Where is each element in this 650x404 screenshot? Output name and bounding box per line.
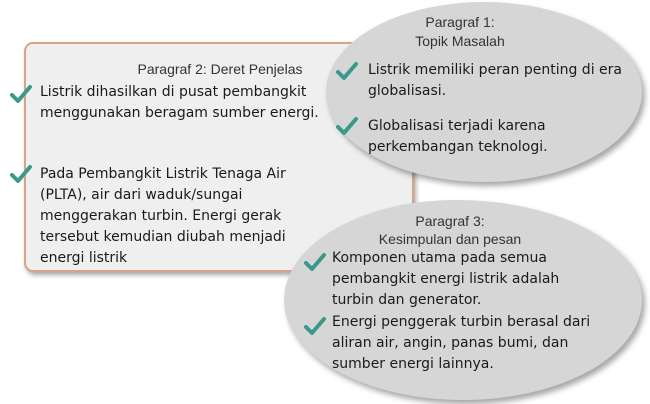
- paragraph-1-item: Globalisasi terjadi karena perkembangan teknologi.: [368, 118, 548, 155]
- checkmark-icon: [336, 61, 358, 81]
- checkmark-icon: [304, 316, 326, 336]
- paragraph-1-item: Listrik memiliki peran penting di era globalisasi.: [368, 62, 622, 99]
- paragraph-2-item: Listrik dihasilkan di pusat pembangkit menggunakan beragam sumber energi.: [40, 84, 319, 121]
- paragraph-2-title: Paragraf 2: Deret Penjelas: [137, 61, 303, 77]
- paragraph-3-item: Energi penggerak turbin berasal dari aliran air, angin, panas bumi, dan sumber energi lainnya.: [332, 314, 591, 372]
- checkmark-icon: [336, 116, 358, 136]
- checkmark-icon: [10, 164, 32, 184]
- paragraph-3-title: Paragraf 3:: [415, 213, 485, 229]
- paragraph-3-subtitle: Kesimpulan dan pesan: [378, 231, 522, 247]
- checkmark-icon: [10, 84, 32, 104]
- paragraph-3-item: Komponen utama pada semua pembangkit energi listrik adalah turbin dan generator.: [332, 250, 560, 308]
- paragraph-1-title: Paragraf 1:: [425, 14, 495, 30]
- paragraph-1-subtitle: Topik Masalah: [415, 33, 505, 49]
- paragraph-2-item: Pada Pembangkit Listrik Tenaga Air (PLTA), air dari waduk/sungai menggerakan turbin. Energi gerak tersebut kemudian diubah menjadi energi listrik: [40, 166, 286, 266]
- checkmark-icon: [304, 252, 326, 272]
